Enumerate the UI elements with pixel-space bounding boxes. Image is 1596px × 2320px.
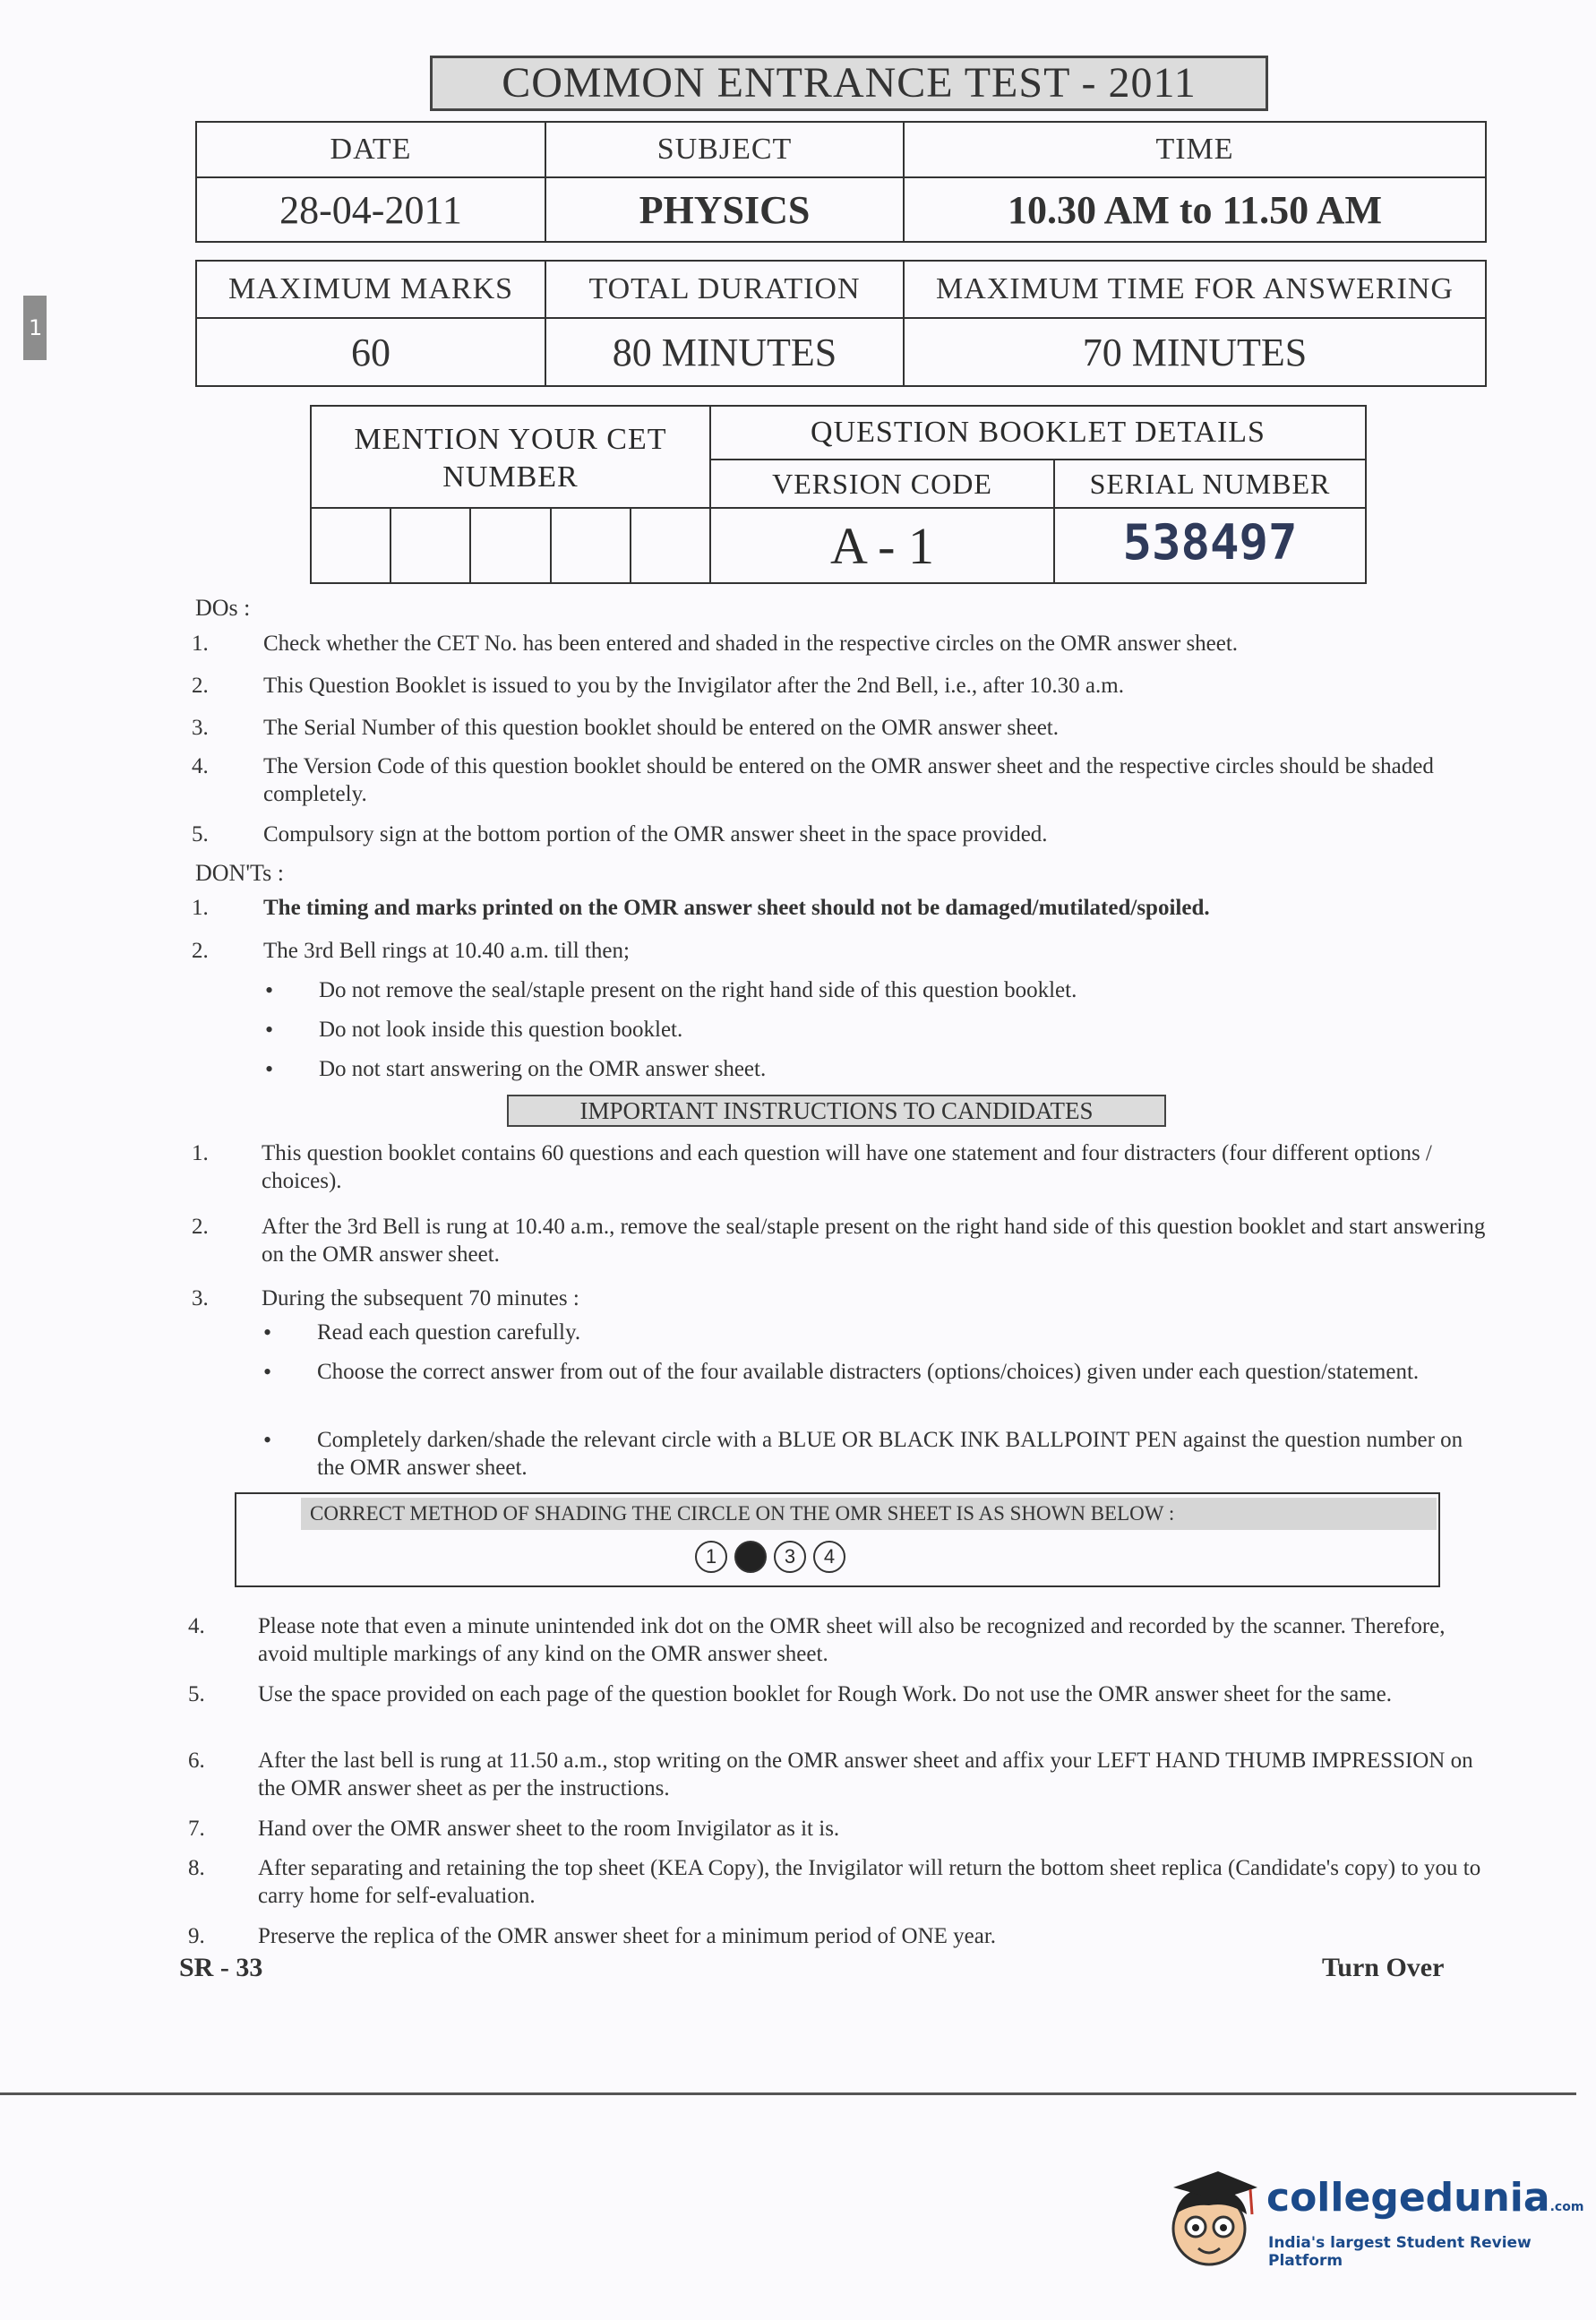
bullet-icon: • — [265, 1017, 274, 1043]
item-number: 2. — [192, 674, 209, 698]
bullet-icon: • — [265, 977, 274, 1003]
collegedunia-logo — [1164, 2168, 1584, 2275]
turn-over-label: Turn Over — [1322, 1953, 1445, 1982]
bullet-icon: • — [263, 1427, 272, 1453]
date-subject-time-table — [195, 121, 1487, 243]
item-text: The Version Code of this question booklet should be entered on the OMR answer sheet and the respective circles should be shaded completely. — [263, 754, 1434, 806]
max-time-value: 70 MINUTES — [904, 318, 1486, 386]
bullet-text: Do not start answering on the OMR answer sheet. — [319, 1057, 767, 1081]
page-bottom-rule — [0, 2092, 1576, 2095]
cet-digit-box — [312, 509, 391, 584]
option-circle: 3 — [774, 1541, 806, 1573]
filled-circle — [734, 1541, 767, 1573]
item-text: Check whether the CET No. has been entered and shaded in the respective circles on the OMR answer sheet. — [263, 632, 1239, 656]
booklet-details-header: QUESTION BOOKLET DETAILS — [711, 407, 1365, 460]
subject-value: PHYSICS — [545, 177, 904, 242]
bullet-icon: • — [263, 1319, 272, 1345]
marks-duration-table — [195, 260, 1487, 387]
item-text: This question booklet contains 60 questions and each question will have one statement and four distracters (four different options / choices). — [262, 1141, 1432, 1193]
item-text: During the subsequent 70 minutes : — [262, 1286, 579, 1310]
cet-digit-box — [471, 509, 551, 584]
item-number: 7. — [188, 1817, 205, 1841]
item-number: 5. — [188, 1682, 205, 1706]
side-tab — [23, 296, 47, 360]
logo-tagline: India's largest Student Review Platform — [1268, 2234, 1532, 2270]
max-time-header: MAXIMUM TIME FOR ANSWERING — [904, 261, 1486, 318]
bullet-text: Do not remove the seal/staple present on the right hand side of this question booklet. — [319, 978, 1077, 1002]
exam-title: COMMON ENTRANCE TEST - 2011 — [430, 56, 1268, 111]
total-duration-header: TOTAL DURATION — [545, 261, 904, 318]
important-instructions-heading: IMPORTANT INSTRUCTIONS TO CANDIDATES — [507, 1095, 1166, 1127]
bullet-text: Completely darken/shade the relevant circle with a BLUE OR BLACK INK BALLPOINT PEN against the question number on the OMR answer sheet. — [317, 1428, 1463, 1480]
serial-number-value: 538497 — [1122, 514, 1298, 571]
item-text: After the 3rd Bell is rung at 10.40 a.m., remove the seal/staple present on the right hand side of this question booklet and start answering on the OMR answer sheet. — [262, 1215, 1486, 1267]
bullet-text: Choose the correct answer from out of the four available distracters (options/choices) given under each question/statement. — [317, 1360, 1420, 1384]
mascot-icon — [1164, 2168, 1263, 2275]
date-value: 28-04-2011 — [196, 177, 545, 242]
item-number: 9. — [188, 1924, 205, 1948]
item-number: 4. — [192, 754, 209, 778]
time-value: 10.30 AM to 11.50 AM — [904, 177, 1486, 242]
dos-heading: DOs : — [195, 595, 251, 621]
bullet-icon: • — [263, 1359, 272, 1385]
shading-method-title: CORRECT METHOD OF SHADING THE CIRCLE ON THE OMR SHEET IS AS SHOWN BELOW : — [301, 1498, 1437, 1530]
cet-booklet-details — [310, 405, 1367, 584]
cet-digit-box — [391, 509, 471, 584]
side-tab-number: 1 — [29, 315, 43, 340]
max-marks-value: 60 — [196, 318, 545, 386]
item-text: This Question Booklet is issued to you by the Invigilator after the 2nd Bell, i.e., after 10.30 a.m. — [263, 674, 1124, 698]
item-text: After the last bell is rung at 11.50 a.m., stop writing on the OMR answer sheet and affix your LEFT HAND THUMB IMPRESSION on the OMR answer sheet as per the instructions. — [258, 1749, 1473, 1800]
bullet-text: Do not look inside this question booklet. — [319, 1018, 683, 1042]
cet-digit-box — [631, 509, 711, 584]
page-code: SR - 33 — [179, 1953, 263, 1982]
item-number: 4. — [188, 1614, 205, 1638]
shading-circles — [695, 1541, 845, 1577]
time-header: TIME — [904, 122, 1486, 177]
item-number: 3. — [192, 1286, 209, 1310]
item-number: 5. — [192, 822, 209, 846]
item-text: Please note that even a minute unintended ink dot on the OMR sheet will also be recognized and recorded by the scanner. Therefore, avoid multiple markings of any kind on the OMR answer sheet. — [258, 1614, 1446, 1666]
item-number: 3. — [192, 716, 209, 740]
item-number: 8. — [188, 1856, 205, 1880]
item-number: 1. — [192, 1141, 209, 1165]
item-text: The timing and marks printed on the OMR answer sheet should not be damaged/mutilated/spoiled. — [263, 896, 1210, 920]
item-text: Preserve the replica of the OMR answer sheet for a minimum period of ONE year. — [258, 1924, 997, 1948]
item-text: Use the space provided on each page of the question booklet for Rough Work. Do not use the OMR answer sheet for the same. — [258, 1682, 1392, 1706]
item-number: 2. — [192, 1215, 209, 1239]
shading-method-box — [235, 1492, 1440, 1587]
bullet-icon: • — [265, 1056, 274, 1082]
subject-header: SUBJECT — [545, 122, 904, 177]
cet-number-boxes — [312, 509, 711, 584]
item-text: After separating and retaining the top sheet (KEA Copy), the Invigilator will return the bottom sheet replica (Candidate's copy) to you to carry home for self-evaluation. — [258, 1856, 1481, 1908]
donts-heading: DON'Ts : — [195, 860, 284, 886]
item-number: 6. — [188, 1749, 205, 1773]
max-marks-header: MAXIMUM MARKS — [196, 261, 545, 318]
mention-cet-label: MENTION YOUR CET NUMBER — [312, 407, 711, 509]
item-text: The Serial Number of this question booklet should be entered on the OMR answer sheet. — [263, 716, 1060, 740]
option-circle: 1 — [695, 1541, 727, 1573]
item-text: Hand over the OMR answer sheet to the room Invigilator as it is. — [258, 1817, 840, 1841]
date-header: DATE — [196, 122, 545, 177]
cet-digit-box — [552, 509, 631, 584]
item-number: 2. — [192, 939, 209, 963]
item-number: 1. — [192, 896, 209, 920]
logo-wordmark: collegedunia.com — [1266, 2175, 1584, 2221]
item-text: The 3rd Bell rings at 10.40 a.m. till then; — [263, 939, 630, 963]
bullet-text: Read each question carefully. — [317, 1320, 581, 1345]
total-duration-value: 80 MINUTES — [545, 318, 904, 386]
item-number: 1. — [192, 632, 209, 656]
version-code-label: VERSION CODE — [711, 460, 1055, 509]
serial-number-label: SERIAL NUMBER — [1055, 460, 1365, 509]
option-circle: 4 — [813, 1541, 845, 1573]
item-text: Compulsory sign at the bottom portion of the OMR answer sheet in the space provided. — [263, 822, 1048, 846]
version-code-value: A - 1 — [711, 509, 1055, 584]
